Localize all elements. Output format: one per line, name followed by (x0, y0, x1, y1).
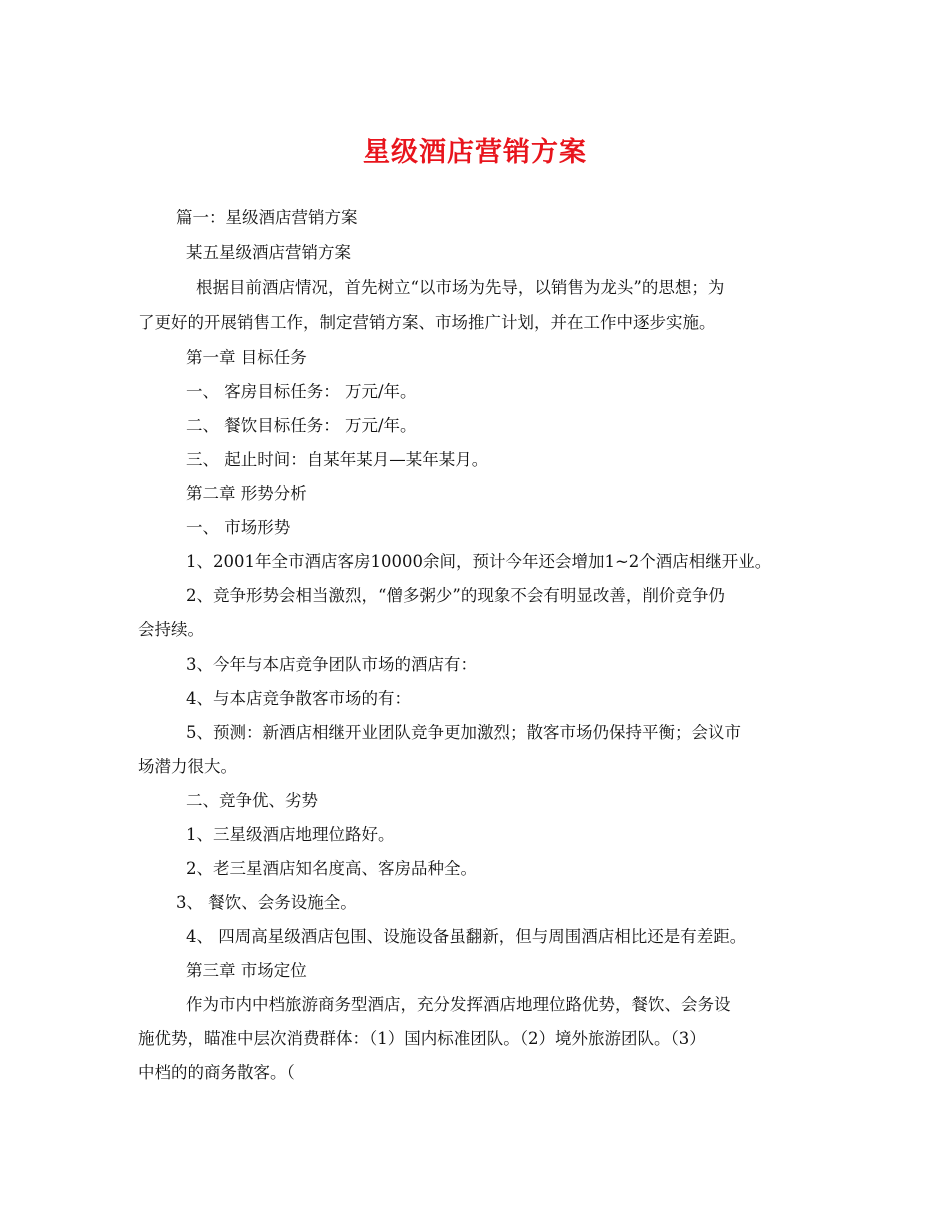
chapter-heading: 第一章 目标任务 (186, 348, 307, 367)
paragraph-line: 一、 客房目标任务： 万元/年。 (186, 382, 417, 401)
paragraph-line: 4、 四周高星级酒店包围、设施设备虽翻新，但与周围酒店相比还是有差距。 (186, 927, 747, 946)
chapter-heading: 第二章 形势分析 (186, 484, 307, 503)
document-title: 星级酒店营销方案 (363, 137, 587, 168)
paragraph-line: 3、今年与本店竞争团队市场的酒店有： (186, 655, 477, 674)
paragraph-line: 了更好的开展销售工作，制定营销方案、市场推广计划，并在工作中逐步实施。 (138, 313, 716, 332)
paragraph-line: 5、预测：新酒店相继开业团队竞争更加激烈；散客市场仍保持平衡；会议市 (186, 723, 741, 742)
paragraph-line: 中档的的商务散客。（ (138, 1063, 295, 1082)
paragraph-line: 1、三星级酒店地理位路好。 (186, 825, 395, 844)
paragraph-line: 某五星级酒店营销方案 (186, 243, 351, 262)
paragraph-line: 三、 起止时间：自某年某月—某年某月。 (186, 450, 489, 469)
paragraph-line: 篇一：星级酒店营销方案 (176, 208, 358, 227)
paragraph-line: 2、老三星酒店知名度高、客房品种全。 (186, 859, 477, 878)
paragraph-line: 2、竞争形势会相当激烈，“僧多粥少”的现象不会有明显改善，削价竞争仍 (186, 586, 725, 605)
paragraph-line: 3、 餐饮、会务设施全。 (176, 893, 357, 912)
paragraph-line: 二、竞争优、劣势 (186, 791, 318, 810)
paragraph-line: 施优势，瞄准中层次消费群体：（1）国内标准团队。（2）境外旅游团队。（3） (138, 1029, 706, 1048)
paragraph-line: 1、2001年全市酒店客房10000余间，预计今年还会增加1~2个酒店相继开业。 (186, 552, 772, 571)
paragraph-line: 作为市内中档旅游商务型酒店，充分发挥酒店地理位路优势，餐饮、会务设 (186, 995, 731, 1014)
paragraph-line: 会持续。 (138, 620, 204, 639)
paragraph-line: 场潜力很大。 (138, 757, 237, 776)
paragraph-line: 4、与本店竞争散客市场的有： (186, 689, 411, 708)
paragraph-line: 根据目前酒店情况，首先树立“以市场为先导，以销售为龙头”的思想；为 (196, 278, 725, 297)
paragraph-line: 二、 餐饮目标任务： 万元/年。 (186, 416, 417, 435)
chapter-heading: 第三章 市场定位 (186, 961, 307, 980)
paragraph-line: 一、 市场形势 (186, 518, 291, 537)
